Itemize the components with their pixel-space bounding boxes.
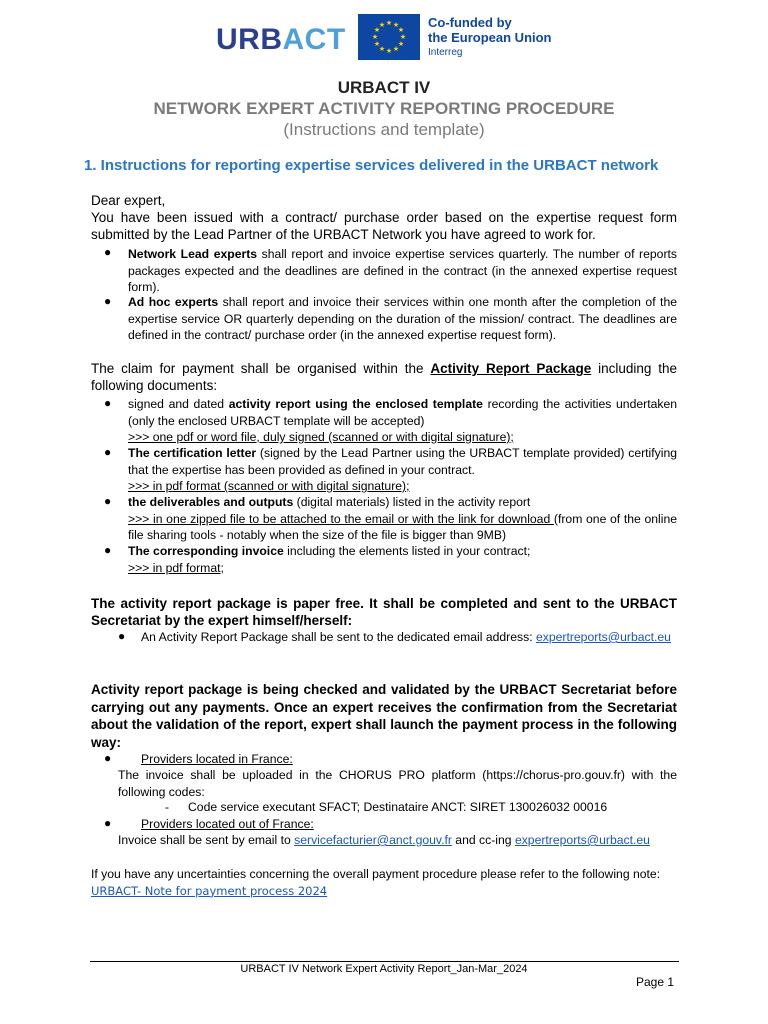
lead-experts-label: Network Lead experts: [128, 247, 258, 261]
doc-post: including the elements listed in your contract;: [283, 544, 531, 558]
expertreports-email-link[interactable]: expertreports@urbact.eu: [514, 833, 650, 847]
doc-bold: The certification letter: [128, 446, 257, 460]
intro-paragraph: You have been issued with a contract/ purchase order based on the expertise request form submitted by the Lead Partner of the URBACT Network you have agreed to work for.: [91, 210, 677, 242]
eu-line1: Co-funded by: [428, 15, 512, 30]
footer-divider: [90, 961, 679, 962]
list-item-adhoc-experts: [128, 294, 677, 344]
page-subtitle: NETWORK EXPERT ACTIVITY REPORTING PROCEDURE: [153, 99, 615, 118]
logo-urb: URB: [216, 23, 283, 56]
page-title: URBACT IV: [337, 78, 431, 97]
footer-text: URBACT IV Network Expert Activity Report_Jan-Mar_2024: [240, 963, 528, 975]
doc-sub: >>> one pdf or word file, duly signed (scanned or with digital signature);: [128, 430, 514, 444]
bullet-icon: ●: [104, 245, 112, 259]
eu-line3: Interreg: [428, 47, 463, 58]
svg-text:★: ★: [385, 19, 393, 27]
svg-text:★: ★: [378, 21, 386, 29]
france-label: Providers located in France:: [141, 752, 293, 766]
claim-pre: The claim for payment shall be organised within the: [91, 361, 431, 376]
adhoc-experts-text: shall report and invoice their services within one month after the completion of the expertise service OR quarterly depending on the duration of the mission/ contract. The deadlines are defined in the contract/ purchase order (in the annexed expertise request form).: [128, 295, 677, 342]
section-heading: 1. Instructions for reporting expertise services delivered in the URBACT network: [84, 157, 659, 174]
bullet-icon: ●: [104, 543, 112, 557]
svg-text:★: ★: [373, 26, 381, 34]
list-item-deliverables: [128, 494, 677, 544]
doc-post: (signed by the Lead Partner using the URBACT template provided) certifying that the expertise has been provided as defined in your contract.: [128, 446, 677, 477]
validation-paragraph: Activity report package is being checked and validated by the URBACT Secretariat before carrying out any payments. Once an expert receives the confirmation from the Secretariat about the validation of the report, expert shall launch the payment process in the following way:: [91, 682, 677, 750]
doc-bold: activity report using the enclosed template: [228, 397, 483, 411]
outside-mid: and cc-ing: [451, 833, 515, 847]
claim-paragraph: [91, 360, 677, 394]
svg-text:★: ★: [392, 21, 400, 29]
svg-text:★: ★: [397, 40, 405, 48]
outside-pre: Invoice shall be sent by email to: [118, 833, 295, 847]
servicefacturier-email-link[interactable]: servicefacturier@anct.gouv.fr: [294, 833, 452, 847]
list-item-invoice: [128, 543, 677, 576]
uncertainty-paragraph: [91, 866, 677, 899]
doc-sub-post: (from one of the online file sharing tools - notably when the size of the file is bigger than 9MB): [128, 511, 678, 542]
bullet-icon: ●: [104, 751, 112, 765]
logo-act: ACT: [282, 23, 346, 56]
doc-sub: >>> in one zipped file to be attached to the email or with the link for download: [128, 511, 554, 526]
page-subtitle-note: (Instructions and template): [283, 120, 485, 139]
outside-france-text: [118, 832, 688, 849]
eu-flag-icon: [358, 14, 420, 60]
adhoc-experts-label: Ad hoc experts: [128, 295, 219, 309]
france-dash: -: [165, 800, 170, 814]
greeting: Dear expert,: [91, 193, 166, 208]
activity-report-package-link[interactable]: Activity Report Package: [430, 361, 592, 376]
lead-experts-text: shall report and invoice expertise services quarterly. The number of reports packages expected and the deadlines are defined in the contract (in the annexed expertise request form).: [128, 247, 677, 294]
bullet-icon: ●: [104, 294, 112, 308]
doc-pre: signed and dated: [128, 397, 229, 411]
page-number: Page 1: [636, 975, 675, 989]
uncertain-text: If you have any uncertainties concerning the overall payment procedure please refer to the following note:: [91, 867, 661, 881]
bullet-icon: ●: [104, 445, 112, 459]
payment-note-link[interactable]: URBACT- Note for payment process 2024: [91, 883, 328, 898]
bullet-icon: ●: [118, 629, 126, 643]
email-bullet-text: An Activity Report Package shall be sent to the dedicated email address:: [141, 630, 536, 644]
list-item-activity-report: [128, 396, 677, 446]
svg-text:★: ★: [392, 45, 400, 53]
eu-cofunded-text: [428, 15, 552, 60]
france-codes: Code service executant SFACT; Destinataire ANCT: SIRET 130026032 00016: [188, 800, 608, 814]
list-item-certification-letter: [128, 445, 677, 495]
list-item-email-address: [141, 629, 677, 646]
svg-text:★: ★: [378, 45, 386, 53]
svg-text:★: ★: [385, 47, 393, 55]
doc-post: (digital materials) listed in the activity report: [293, 495, 531, 509]
doc-sub: >>> in pdf format;: [128, 560, 224, 575]
doc-post: recording the activities undertaken (only the enclosed URBACT template will be accepted): [128, 397, 678, 428]
claim-post: including the following documents:: [91, 361, 677, 393]
doc-sub: >>> in pdf format (scanned or with digital signature);: [128, 479, 410, 493]
paper-free-notice: The activity report package is paper free. It shall be completed and sent to the URBACT Secretariat by the expert himself/herself:: [91, 596, 677, 628]
svg-text:★: ★: [399, 33, 407, 41]
france-text: The invoice shall be uploaded in the CHORUS PRO platform (https://chorus-pro.gouv.fr) with the following codes:: [118, 768, 677, 799]
svg-text:★: ★: [371, 33, 379, 41]
urbact-logo: [216, 22, 346, 58]
bullet-icon: ●: [104, 396, 112, 410]
bullet-icon: ●: [104, 494, 112, 508]
doc-bold: The corresponding invoice: [128, 544, 284, 558]
outside-france-label: Providers located out of France:: [141, 817, 314, 831]
eu-line2: the European Union: [428, 30, 552, 45]
expertreports-email-link[interactable]: expertreports@urbact.eu: [535, 630, 671, 644]
svg-text:★: ★: [373, 40, 381, 48]
svg-text:★: ★: [397, 26, 405, 34]
list-item-lead-experts: [128, 246, 677, 296]
bullet-icon: ●: [104, 816, 112, 830]
doc-bold: the deliverables and outputs: [128, 495, 294, 509]
